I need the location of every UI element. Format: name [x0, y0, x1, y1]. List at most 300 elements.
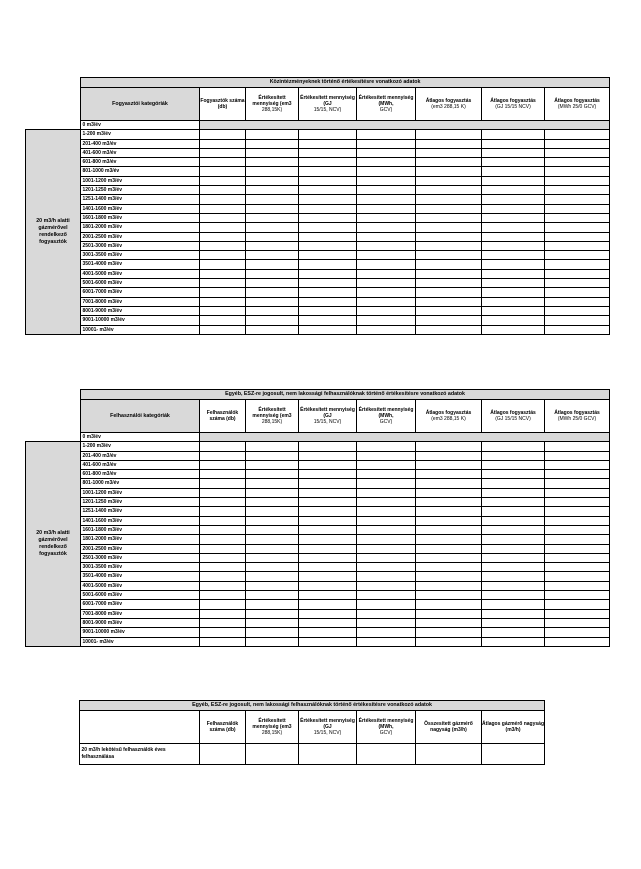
data-cell	[200, 618, 246, 627]
data-cell	[299, 442, 357, 451]
data-cell	[246, 628, 299, 637]
table-row	[26, 260, 610, 269]
data-cell	[482, 525, 545, 534]
data-cell	[416, 158, 482, 167]
data-cell	[545, 186, 610, 195]
data-cell	[299, 744, 357, 765]
data-cell	[200, 516, 246, 525]
table-egyeb-esz	[25, 389, 610, 647]
data-cell	[299, 213, 357, 222]
data-cell	[299, 130, 357, 139]
data-cell	[357, 637, 416, 646]
data-cell	[416, 488, 482, 497]
category-label: 8001-9000 m3/év	[81, 306, 200, 315]
table-row	[26, 572, 610, 581]
data-cell	[357, 251, 416, 260]
data-cell	[545, 591, 610, 600]
data-cell	[246, 488, 299, 497]
data-cell	[299, 488, 357, 497]
data-cell	[246, 451, 299, 460]
data-cell	[299, 176, 357, 185]
data-cell	[299, 470, 357, 479]
category-label: 1-200 m3/év	[81, 442, 200, 451]
data-cell	[482, 241, 545, 250]
data-cell	[416, 269, 482, 278]
data-cell	[200, 544, 246, 553]
category-label: 2501-3000 m3/év	[81, 241, 200, 250]
category-label: 3501-4000 m3/év	[81, 260, 200, 269]
category-label: 1401-1600 m3/év	[81, 204, 200, 213]
category-label: 9001-10000 m3/év	[81, 628, 200, 637]
table-row	[26, 195, 610, 204]
data-cell	[482, 223, 545, 232]
data-cell	[482, 618, 545, 627]
table-row	[26, 213, 610, 222]
data-cell	[357, 628, 416, 637]
data-cell	[482, 544, 545, 553]
data-cell	[416, 470, 482, 479]
category-label: 4001-5000 m3/év	[81, 581, 200, 590]
col-header-sold-em3: Értékesített mennyiség (em3 288,15K)	[246, 711, 299, 744]
data-cell	[200, 251, 246, 260]
data-cell	[545, 498, 610, 507]
data-cell	[299, 195, 357, 204]
table-row	[26, 591, 610, 600]
data-cell	[545, 637, 610, 646]
table-row	[26, 297, 610, 306]
data-cell	[482, 744, 545, 765]
data-cell	[545, 516, 610, 525]
data-cell	[299, 241, 357, 250]
data-cell	[299, 637, 357, 646]
table-row	[26, 139, 610, 148]
table-row	[26, 563, 610, 572]
data-cell	[200, 241, 246, 250]
data-cell	[416, 535, 482, 544]
data-cell	[416, 241, 482, 250]
data-cell	[200, 213, 246, 222]
data-cell	[357, 451, 416, 460]
data-cell	[545, 279, 610, 288]
data-cell	[357, 442, 416, 451]
category-label: 3001-3500 m3/év	[81, 563, 200, 572]
data-cell	[246, 232, 299, 241]
data-cell	[357, 269, 416, 278]
data-cell	[200, 507, 246, 516]
category-label: 2001-2500 m3/év	[81, 232, 200, 241]
col-header-sold-gj: Értékesített mennyiség (GJ 15/15, NCV)	[299, 711, 357, 744]
data-cell	[545, 130, 610, 139]
data-cell	[299, 251, 357, 260]
category-label: 801-1000 m3/év	[81, 479, 200, 488]
data-cell	[246, 223, 299, 232]
table-row	[26, 600, 610, 609]
data-cell	[416, 130, 482, 139]
data-cell	[200, 525, 246, 534]
data-cell	[416, 507, 482, 516]
data-cell	[246, 507, 299, 516]
data-cell	[545, 241, 610, 250]
data-cell	[416, 213, 482, 222]
table-row	[26, 581, 610, 590]
data-cell	[246, 470, 299, 479]
data-cell	[482, 130, 545, 139]
data-cell	[416, 618, 482, 627]
data-cell	[357, 618, 416, 627]
category-label: 3501-4000 m3/év	[81, 572, 200, 581]
group-label-line: 20 m3/h alatti	[36, 530, 70, 537]
category-label: 1201-1250 m3/év	[81, 186, 200, 195]
data-cell	[416, 167, 482, 176]
data-cell	[299, 148, 357, 157]
data-cell	[545, 600, 610, 609]
data-cell	[416, 306, 482, 315]
data-cell	[246, 148, 299, 157]
data-cell	[357, 297, 416, 306]
data-cell	[246, 553, 299, 562]
data-cell	[299, 232, 357, 241]
data-cell	[299, 269, 357, 278]
category-label: 1201-1250 m3/év	[81, 498, 200, 507]
data-cell	[416, 316, 482, 325]
data-cell	[357, 241, 416, 250]
data-cell	[200, 306, 246, 315]
data-cell	[246, 204, 299, 213]
data-cell	[200, 158, 246, 167]
data-cell	[416, 297, 482, 306]
data-cell	[299, 204, 357, 213]
category-label: 4001-5000 m3/év	[81, 269, 200, 278]
table-20m3h	[79, 700, 545, 765]
data-cell	[246, 279, 299, 288]
data-cell	[482, 451, 545, 460]
data-cell	[200, 195, 246, 204]
category-label: 2001-2500 m3/év	[81, 544, 200, 553]
table-row	[26, 460, 610, 469]
data-cell	[299, 167, 357, 176]
data-cell	[299, 618, 357, 627]
data-cell	[246, 251, 299, 260]
data-cell	[416, 139, 482, 148]
data-cell	[246, 130, 299, 139]
table-row	[26, 609, 610, 618]
col-header-sold-em3: Értékesített mennyiség (em3 288,15K)	[246, 400, 299, 433]
data-cell	[200, 186, 246, 195]
data-cell	[416, 204, 482, 213]
data-cell	[416, 572, 482, 581]
data-cell	[482, 609, 545, 618]
data-cell	[416, 442, 482, 451]
data-cell	[200, 744, 246, 765]
data-cell	[545, 563, 610, 572]
data-cell	[416, 451, 482, 460]
data-cell	[416, 609, 482, 618]
category-label: 1001-1200 m3/év	[81, 488, 200, 497]
data-cell	[200, 279, 246, 288]
data-cell	[299, 600, 357, 609]
data-cell	[246, 167, 299, 176]
data-cell	[357, 223, 416, 232]
data-cell	[200, 609, 246, 618]
category-zero: 0 m3/év	[81, 121, 200, 130]
data-cell	[416, 591, 482, 600]
shaded-row	[200, 121, 610, 130]
data-cell	[299, 544, 357, 553]
data-cell	[357, 232, 416, 241]
data-cell	[357, 325, 416, 334]
table-row	[26, 618, 610, 627]
data-cell	[299, 591, 357, 600]
data-cell	[357, 507, 416, 516]
data-cell	[545, 306, 610, 315]
data-cell	[545, 618, 610, 627]
col-header-sold-mwh: Értékesített mennyiség (MWh, GCV)	[357, 400, 416, 433]
data-cell	[545, 628, 610, 637]
table-row	[26, 176, 610, 185]
group-label-line: rendelkező	[39, 232, 67, 239]
category-label: 6001-7000 m3/év	[81, 288, 200, 297]
data-cell	[357, 553, 416, 562]
data-cell	[200, 223, 246, 232]
data-cell	[482, 232, 545, 241]
table-row	[26, 204, 610, 213]
table-row	[26, 316, 610, 325]
data-cell	[246, 498, 299, 507]
table-row	[26, 498, 610, 507]
col-header-avg-meter: Átlagos gázmérő nagyság (m3/h)	[482, 711, 545, 744]
category-label: 1401-1600 m3/év	[81, 516, 200, 525]
data-cell	[482, 325, 545, 334]
data-cell	[299, 306, 357, 315]
data-cell	[416, 176, 482, 185]
table-row	[26, 516, 610, 525]
table-row	[26, 167, 610, 176]
col-header-avg-mwh: Átlagos fogyasztás (MWh 25/0 GCV)	[545, 88, 610, 121]
row-label: 20 m3/h lekötésű felhasználók éves felhasználása	[80, 744, 200, 765]
data-cell	[246, 195, 299, 204]
table-title: Egyéb, ESZ-re jogosult, nem lakossági felhasználóknak történő értékesítésre vonatkozó adatok	[81, 390, 610, 400]
data-cell	[482, 600, 545, 609]
category-label: 201-400 m3/év	[81, 451, 200, 460]
data-cell	[545, 479, 610, 488]
data-cell	[246, 158, 299, 167]
category-label: 1-200 m3/év	[81, 130, 200, 139]
data-cell	[246, 260, 299, 269]
data-cell	[299, 316, 357, 325]
category-label: 1001-1200 m3/év	[81, 176, 200, 185]
data-cell	[246, 139, 299, 148]
col-header-sold-mwh: Értékesített mennyiség (MWh, GCV)	[357, 711, 416, 744]
data-cell	[246, 581, 299, 590]
data-cell	[200, 232, 246, 241]
col-header-avg-em3: Átlagos fogyasztás (em3 288,15 K)	[416, 88, 482, 121]
table-row	[26, 251, 610, 260]
data-cell	[545, 581, 610, 590]
col-header-sold-mwh: Értékesített mennyiség (MWh, GCV)	[357, 88, 416, 121]
data-cell	[200, 130, 246, 139]
data-cell	[482, 563, 545, 572]
data-cell	[299, 460, 357, 469]
data-cell	[299, 507, 357, 516]
data-cell	[482, 176, 545, 185]
data-cell	[299, 553, 357, 562]
data-cell	[357, 213, 416, 222]
data-cell	[299, 451, 357, 460]
category-label: 601-800 m3/év	[81, 470, 200, 479]
data-cell	[482, 204, 545, 213]
data-cell	[416, 628, 482, 637]
data-cell	[200, 260, 246, 269]
data-cell	[416, 251, 482, 260]
table-row	[26, 628, 610, 637]
data-cell	[416, 637, 482, 646]
table-title: Közintézményeknek történő értékesítésre vonatkozó adatok	[81, 78, 610, 88]
data-cell	[416, 195, 482, 204]
category-label: 1801-2000 m3/év	[81, 223, 200, 232]
data-cell	[200, 269, 246, 278]
col-header-sold-em3: Értékesített mennyiség (em3 288,15K)	[246, 88, 299, 121]
data-cell	[357, 130, 416, 139]
col-header-total-meter: Összesített gázmérő nagyság (m3/h)	[416, 711, 482, 744]
data-cell	[482, 591, 545, 600]
data-cell	[357, 176, 416, 185]
data-cell	[200, 148, 246, 157]
data-cell	[200, 460, 246, 469]
data-cell	[246, 186, 299, 195]
category-label: 5001-6000 m3/év	[81, 279, 200, 288]
table-row	[26, 637, 610, 646]
col-header-sold-gj: Értékesített mennyiség (GJ 15/15, NCV)	[299, 400, 357, 433]
data-cell	[299, 158, 357, 167]
data-cell	[545, 544, 610, 553]
data-cell	[357, 460, 416, 469]
data-cell	[357, 186, 416, 195]
table-row	[26, 470, 610, 479]
data-cell	[200, 553, 246, 562]
data-cell	[357, 563, 416, 572]
data-cell	[357, 600, 416, 609]
table-row	[26, 451, 610, 460]
table-row	[26, 232, 610, 241]
category-label: 201-400 m3/év	[81, 139, 200, 148]
data-cell	[482, 288, 545, 297]
table-row	[26, 306, 610, 315]
col-header-count: Felhasználók száma (db)	[200, 400, 246, 433]
col-header-count: Felhasználók száma (db)	[200, 711, 246, 744]
data-cell	[545, 288, 610, 297]
data-cell	[200, 488, 246, 497]
category-label: 8001-9000 m3/év	[81, 618, 200, 627]
category-label: 10001- m3/év	[81, 637, 200, 646]
data-cell	[246, 297, 299, 306]
table-row	[26, 223, 610, 232]
table-title: Egyéb, ESZ-re jogosult, nem lakossági felhasználóknak történő értékesítésre vonatkozó adatok	[80, 701, 545, 711]
data-cell	[545, 451, 610, 460]
data-cell	[357, 204, 416, 213]
data-cell	[482, 316, 545, 325]
table-row	[26, 488, 610, 497]
category-label: 801-1000 m3/év	[81, 167, 200, 176]
col-header-avg-gj: Átlagos fogyasztás (GJ 15/15 NCV)	[482, 400, 545, 433]
data-cell	[357, 479, 416, 488]
table-row	[26, 186, 610, 195]
data-cell	[545, 158, 610, 167]
data-cell	[200, 470, 246, 479]
data-cell	[246, 563, 299, 572]
data-cell	[545, 572, 610, 581]
data-cell	[545, 316, 610, 325]
data-cell	[357, 744, 416, 765]
table-row	[26, 479, 610, 488]
data-cell	[416, 288, 482, 297]
group-label	[26, 130, 81, 335]
data-cell	[482, 488, 545, 497]
category-label: 1601-1800 m3/év	[81, 525, 200, 534]
data-cell	[357, 279, 416, 288]
table-row	[26, 279, 610, 288]
data-cell	[482, 186, 545, 195]
group-label-line: gázmérővel	[38, 225, 68, 232]
table-row	[26, 544, 610, 553]
data-cell	[482, 297, 545, 306]
data-cell	[200, 628, 246, 637]
shaded-row	[200, 433, 610, 442]
group-label-line: 20 m3/h alatti	[36, 218, 70, 225]
data-cell	[482, 470, 545, 479]
category-label: 5001-6000 m3/év	[81, 591, 200, 600]
table-row	[26, 158, 610, 167]
data-cell	[482, 306, 545, 315]
data-cell	[482, 516, 545, 525]
data-cell	[545, 553, 610, 562]
data-cell	[482, 507, 545, 516]
data-cell	[246, 618, 299, 627]
data-cell	[482, 442, 545, 451]
data-cell	[200, 297, 246, 306]
data-cell	[357, 195, 416, 204]
data-cell	[545, 269, 610, 278]
data-cell	[299, 498, 357, 507]
col-header-avg-gj: Átlagos fogyasztás (GJ 15/15 NCV)	[482, 88, 545, 121]
data-cell	[482, 260, 545, 269]
data-cell	[200, 325, 246, 334]
data-cell	[200, 637, 246, 646]
table-row	[26, 325, 610, 334]
table-row	[26, 442, 610, 451]
data-cell	[246, 637, 299, 646]
data-cell	[246, 241, 299, 250]
data-cell	[416, 325, 482, 334]
data-cell	[246, 572, 299, 581]
data-cell	[416, 223, 482, 232]
category-label: 1251-1400 m3/év	[81, 507, 200, 516]
data-cell	[299, 186, 357, 195]
data-cell	[357, 158, 416, 167]
col-header-blank	[80, 711, 200, 744]
data-cell	[200, 591, 246, 600]
data-cell	[357, 609, 416, 618]
data-cell	[416, 744, 482, 765]
category-zero: 0 m3/év	[81, 433, 200, 442]
data-cell	[246, 316, 299, 325]
data-cell	[299, 297, 357, 306]
data-cell	[416, 186, 482, 195]
data-cell	[482, 269, 545, 278]
data-cell	[200, 139, 246, 148]
data-cell	[357, 581, 416, 590]
data-cell	[246, 609, 299, 618]
data-cell	[200, 451, 246, 460]
